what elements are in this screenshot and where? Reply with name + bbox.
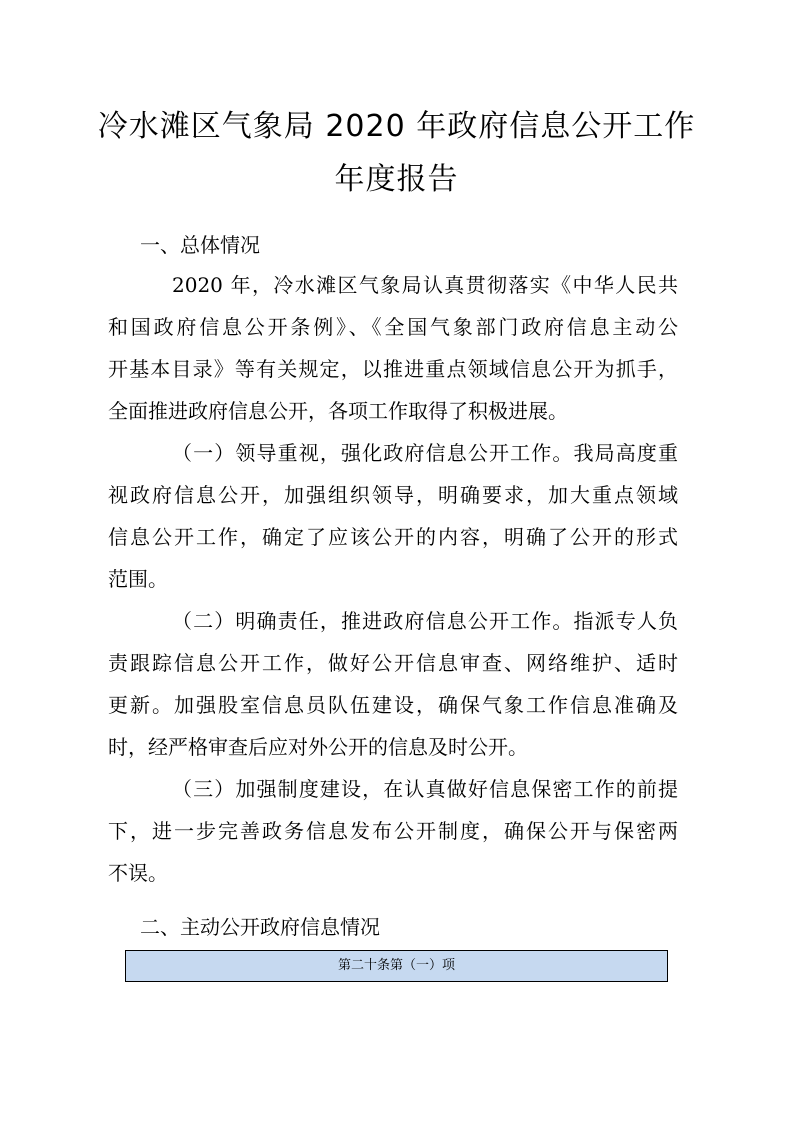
paragraph-line: 开基本目录》等有关规定，以推进重点领域信息公开为抓手， [108,357,678,381]
paragraph-line: 信息公开工作，确定了应该公开的内容，明确了公开的形式 [108,525,678,549]
paragraph-line: 更新。加强股室信息员队伍建设，确保气象工作信息准确及 [108,693,678,717]
paragraph-line: 2020 年，冷水滩区气象局认真贯彻落实《中华人民共 [172,273,678,297]
paragraph-line: （三）加强制度建设，在认真做好信息保密工作的前提 [172,777,678,801]
paragraph-line: 和国政府信息公开条例》、《全国气象部门政府信息主动公 [108,315,678,339]
table-header-row [125,950,668,982]
paragraph-line: 责跟踪信息公开工作，做好公开信息审查、网络维护、适时 [108,651,678,675]
table-header-label: 第二十条第（一）项 [337,958,455,973]
report-title-line-1: 冷水滩区气象局 2020 年政府信息公开工作 [97,109,696,144]
report-title-line-2: 年度报告 [334,162,459,197]
section-heading-proactive-disclosure: 二、主动公开政府信息情况 [140,915,380,939]
section-heading-overview: 一、总体情况 [140,233,260,257]
paragraph-line: （二）明确责任，推进政府信息公开工作。指派专人负 [172,609,678,633]
paragraph-line: 下，进一步完善政务信息发布公开制度，确保公开与保密两 [108,819,678,843]
paragraph-line: 不误。 [108,861,168,885]
paragraph-line: 时，经严格审查后应对外公开的信息及时公开。 [108,735,528,759]
paragraph-line: （一）领导重视，强化政府信息公开工作。我局高度重 [172,441,678,465]
paragraph-line: 全面推进政府信息公开，各项工作取得了积极进展。 [108,399,568,423]
paragraph-line: 范围。 [108,567,168,591]
paragraph-line: 视政府信息公开，加强组织领导，明确要求，加大重点领域 [108,483,678,507]
